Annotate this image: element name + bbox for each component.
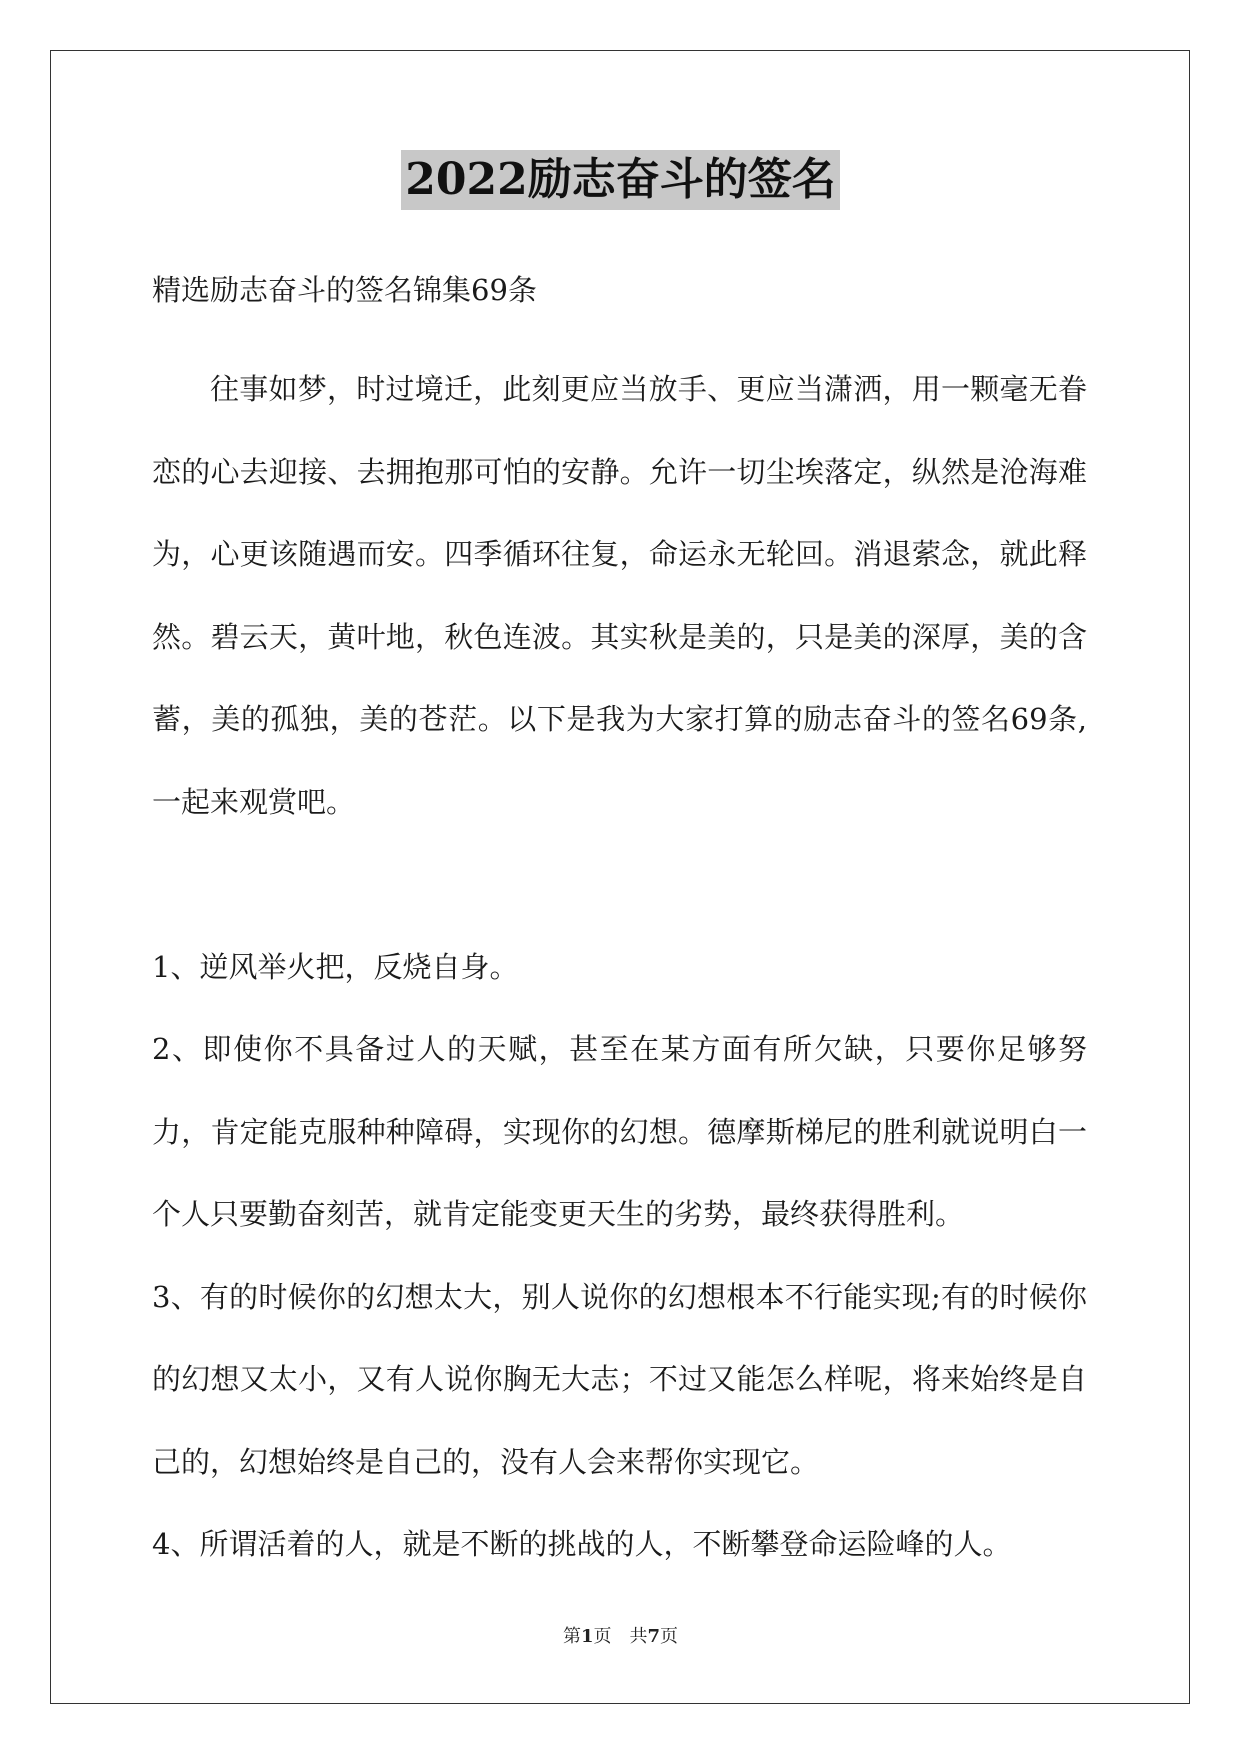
document-subtitle: 精选励志奋斗的签名锦集69条	[152, 273, 537, 307]
document-body	[152, 348, 1087, 1586]
page-suffix: 页	[660, 1626, 679, 1647]
intro-paragraph: 往事如梦，时过境迁，此刻更应当放手、更应当潇洒，用一颗毫无眷恋的心去迎接、去拥抱那可怕的安静。允许一切尘埃落定，纵然是沧海难为，心更该随遇而安。四季循环往复，命运永无轮回。消退萦念，就此释然。碧云天，黄叶地，秋色连波。其实秋是美的，只是美的深厚，美的含蓄，美的孤独，美的苍茫。以下是我为大家打算的励志奋斗的签名69条,一起来观赏吧。	[152, 372, 1087, 819]
list-item-3: 3、有的时候你的幻想太大，别人说你的幻想根本不行能实现;有的时候你的幻想又太小，又有人说你胸无大志；不过又能怎么样呢，将来始终是自己的，幻想始终是自己的，没有人会来帮你实现它。	[152, 1279, 1087, 1479]
paragraph-spacer	[152, 843, 1087, 926]
page-footer	[0, 1625, 1241, 1649]
page-prefix: 第	[562, 1626, 581, 1647]
page-current: 1	[580, 1626, 594, 1647]
list-item-2: 2、即使你不具备过人的天赋，甚至在某方面有所欠缺，只要你足够努力，肯定能克服种种障碍，实现你的幻想。德摩斯梯尼的胜利就说明白一个人只要勤奋刻苦，就肯定能变更天生的劣势，最终获得胜利。	[152, 1032, 1087, 1231]
list-item-4: 4、所谓活着的人，就是不断的挑战的人，不断攀登命运险峰的人。	[152, 1527, 1012, 1561]
page-mid: 页 共	[593, 1626, 648, 1647]
document-title: 2022励志奋斗的签名	[401, 150, 839, 210]
title-container	[0, 150, 1241, 210]
list-item-1: 1、逆风举火把，反烧自身。	[152, 949, 519, 984]
page-total: 7	[647, 1626, 661, 1647]
